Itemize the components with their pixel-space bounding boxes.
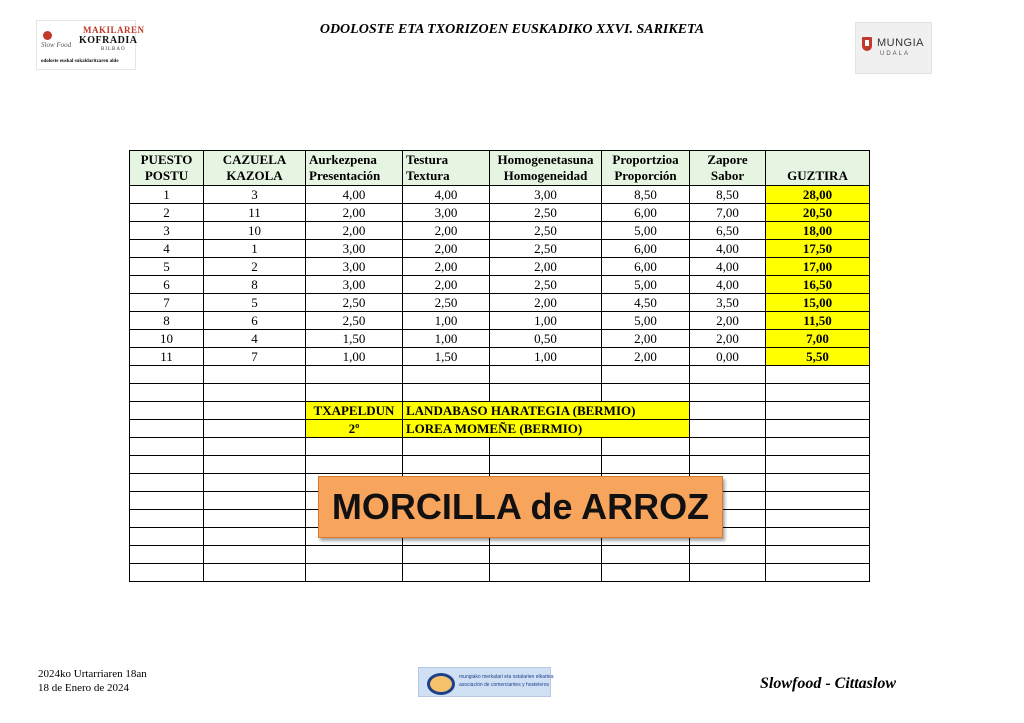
runner-up-place: 2º	[306, 420, 403, 438]
logo-name-main: KOFRADIA	[79, 35, 138, 46]
empty-row	[130, 438, 870, 456]
logo-subtitle: odoloste euskal sukaldaritzaren alde	[41, 59, 119, 64]
footer-date	[38, 667, 147, 695]
total-cell: 17,00	[766, 258, 870, 276]
total-cell: 7,00	[766, 330, 870, 348]
mungia-logo-name: MUNGIA	[877, 37, 924, 49]
table-row: 6 8 3,00 2,00 2,50 5,00 4,00 16,50	[130, 276, 870, 294]
total-cell: 28,00	[766, 186, 870, 204]
header-guztira: GUZTIRA	[766, 151, 870, 186]
table-row: 8 6 2,50 1,00 1,00 5,00 2,00 11,50	[130, 312, 870, 330]
eye-icon	[427, 673, 455, 695]
total-cell: 17,50	[766, 240, 870, 258]
total-cell: 5,50	[766, 348, 870, 366]
total-cell: 20,50	[766, 204, 870, 222]
winner-place: TXAPELDUN	[306, 402, 403, 420]
slowfood-logo-text: Slow Food	[41, 41, 72, 49]
total-cell: 11,50	[766, 312, 870, 330]
category-banner: MORCILLA de ARROZ	[318, 476, 723, 538]
table-row: 11 7 1,00 1,50 1,00 2,00 0,00 5,50	[130, 348, 870, 366]
runner-up-row	[130, 420, 870, 438]
date-basque: 2024ko Urtarriaren 18an	[38, 668, 147, 680]
header-puesto: PUESTO POSTU	[130, 151, 204, 186]
mungia-logo-sub: UDALA	[880, 51, 911, 57]
header-homogeneidad: Homogenetasuna Homogeneidad	[490, 151, 602, 186]
header-textura: Testura Textura	[403, 151, 490, 186]
logo-city: BILBAO	[101, 47, 126, 52]
empty-row	[130, 456, 870, 474]
header-presentacion: Aurkezpena Presentación	[306, 151, 403, 186]
winner-row	[130, 402, 870, 420]
page-title: ODOLOSTE ETA TXORIZOEN EUSKADIKO XXVI. SARIKETA	[319, 22, 705, 37]
table-row: 2 11 2,00 3,00 2,50 6,00 7,00 20,50	[130, 204, 870, 222]
footer-brand: Slowfood - Cittaslow	[760, 675, 897, 692]
logo-name-top: MAKILAREN	[83, 25, 145, 35]
association-name-eu: mungiako merkatari eta ostalarien elkartea	[459, 674, 554, 680]
date-spanish: 18 de Enero de 2024	[38, 682, 130, 694]
association-logo	[418, 667, 554, 697]
empty-row	[130, 384, 870, 402]
table-row: 3 10 2,00 2,00 2,50 5,00 6,50 18,00	[130, 222, 870, 240]
empty-row	[130, 546, 870, 564]
header-cazuela: CAZUELA KAZOLA	[204, 151, 306, 186]
header-sabor: Zapore Sabor	[690, 151, 766, 186]
association-name-es: asociación de comerciantes y hosteleros	[459, 682, 550, 688]
table-header-row	[130, 151, 870, 186]
table-row: 10 4 1,50 1,00 0,50 2,00 2,00 7,00	[130, 330, 870, 348]
coat-of-arms-icon	[862, 37, 872, 51]
table-row: 1 3 4,00 4,00 3,00 8,50 8,50 28,00	[130, 186, 870, 204]
winner-name: LANDABASO HARATEGIA (BERMIO)	[403, 402, 690, 420]
mungia-logo	[855, 22, 932, 74]
table-row: 7 5 2,50 2,50 2,00 4,50 3,50 15,00	[130, 294, 870, 312]
total-cell: 15,00	[766, 294, 870, 312]
empty-row	[130, 366, 870, 384]
empty-row	[130, 564, 870, 582]
header-proporcion: Proportzioa Proporción	[602, 151, 690, 186]
table-row: 4 1 3,00 2,00 2,50 6,00 4,00 17,50	[130, 240, 870, 258]
table-row: 5 2 3,00 2,00 2,00 6,00 4,00 17,00	[130, 258, 870, 276]
runner-up-name: LOREA MOMEÑE (BERMIO)	[403, 420, 690, 438]
total-cell: 16,50	[766, 276, 870, 294]
total-cell: 18,00	[766, 222, 870, 240]
